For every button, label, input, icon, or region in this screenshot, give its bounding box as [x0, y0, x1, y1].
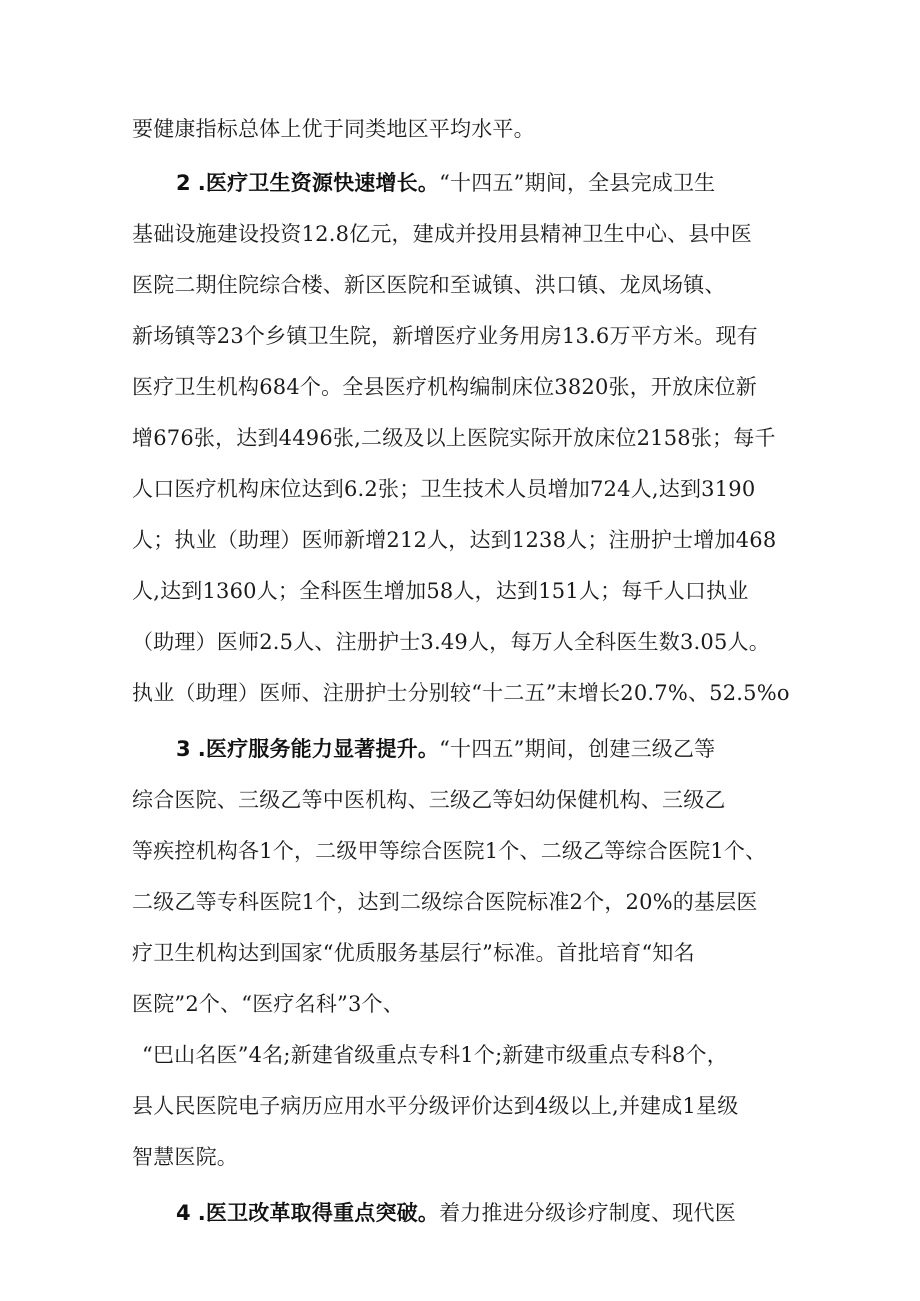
paragraph-line: 县人民医院电子病历应用水平分级评价达到4级以上,并建成1星级: [132, 1094, 739, 1118]
paragraph-line: 要健康指标总体上优于同类地区平均水平。: [132, 117, 535, 141]
section-2-number: 2: [176, 171, 191, 195]
paragraph-line: 等疾控机构各1个，二级甲等综合医院1个、二级乙等综合医院1个、: [132, 839, 767, 863]
paragraph-line: 医疗卫生机构684个。全县医疗机构编制床位3820张，开放床位新: [132, 375, 757, 399]
section-4-number: 4: [176, 1201, 191, 1225]
section-4-title: .医卫改革取得重点突破。: [197, 1201, 440, 1225]
section-3-number: 3: [176, 737, 191, 761]
paragraph-line: 增676张，达到4496张,二级及以上医院实际开放床位2158张；每千: [132, 426, 776, 450]
paragraph-line: 人口医疗机构床位达到6.2张；卫生技术人员增加724人,达到3190: [132, 477, 756, 501]
paragraph-line: 人；执业（助理）医师新增212人，达到1238人；注册护士增加468: [132, 528, 777, 552]
section-2-line: 2 .医疗卫生资源快速增长。“十四五”期间，全县完成卫生: [176, 171, 716, 195]
paragraph-line: 基础设施建设投资12.8亿元，建成并投用县精神卫生中心、县中医: [132, 222, 752, 246]
paragraph-line: 疗卫生机构达到国家“优质服务基层行”标准。首批培育“知名: [132, 941, 695, 965]
paragraph-line: （助理）医师2.5人、注册护士3.49人，每万人全科医生数3.05人。: [132, 630, 770, 654]
paragraph-line: 执业（助理）医师、注册护士分别较“十二五”末增长20.7%、52.5%o: [132, 681, 790, 705]
paragraph-line: 医院二期住院综合楼、新区医院和至诚镇、洪口镇、龙凤场镇、: [132, 273, 726, 297]
section-2-title: .医疗卫生资源快速增长。: [197, 171, 440, 195]
section-3-line: 3 .医疗服务能力显著提升。“十四五”期间，创建三级乙等: [176, 737, 716, 761]
paragraph-line: 医院”2个、“医疗名科”3个、: [132, 992, 404, 1016]
paragraph-line: 人,达到1360人；全科医生增加58人，达到151人；每千人口执业: [132, 579, 749, 603]
section-3-title: .医疗服务能力显著提升。: [197, 737, 440, 761]
paragraph-line: 二级乙等专科医院1个，达到二级综合医院标准2个，20%的基层医: [132, 890, 758, 914]
paragraph-line: “巴山名医”4名;新建省级重点专科1个;新建市级重点专科8个，: [142, 1043, 728, 1067]
paragraph-line: 综合医院、三级乙等中医机构、三级乙等妇幼保健机构、三级乙: [132, 788, 726, 812]
paragraph-line: 新场镇等23个乡镇卫生院，新增医疗业务用房13.6万平方米。现有: [132, 324, 758, 348]
section-4-line: 4 .医卫改革取得重点突破。着力推进分级诊疗制度、现代医: [176, 1201, 736, 1225]
paragraph-line: 智慧医院。: [132, 1145, 238, 1169]
